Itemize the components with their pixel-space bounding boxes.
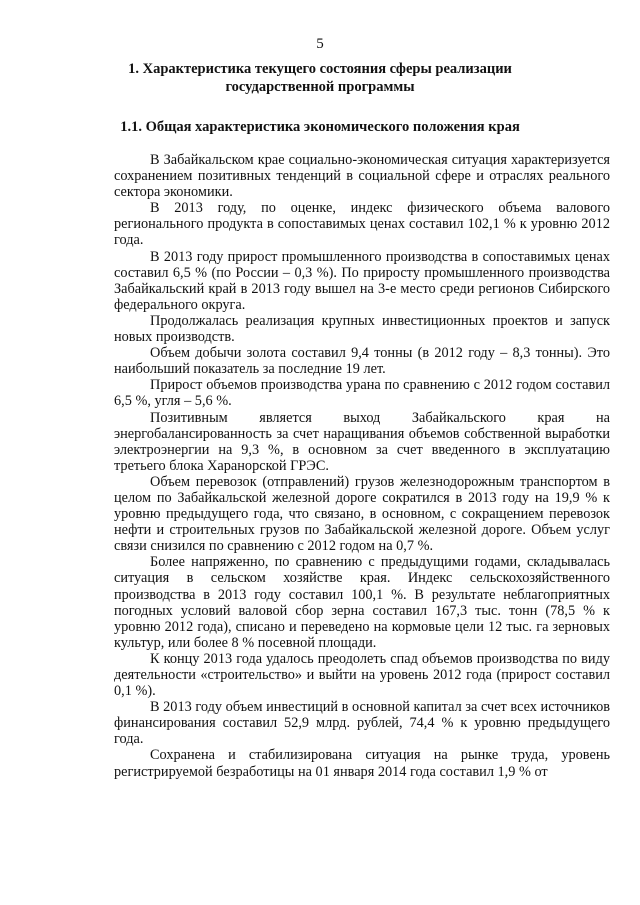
paragraph: К концу 2013 года удалось преодолеть спад объемов производства по виду деятельности «строительство» и выйти на уровень 2012 года (прирост составил 0,1 %). <box>114 650 610 700</box>
paragraph: В 2013 году объем инвестиций в основной капитал за счет всех источников финансирования составил 52,9 млрд. рублей, 74,4 % к уровню предыдущего года. <box>114 699 610 748</box>
page-number: 5 <box>316 36 324 52</box>
paragraph: В 2013 году прирост промышленного производства в сопоставимых ценах составил 6,5 % (по России – 0,3 %). По приросту промышленного производства Забайкальский край в 2013 году вышел на 3-е место среди регионов Сибирского федерального округа. <box>114 248 610 313</box>
paragraph: Прирост объемов производства урана по сравнению с 2012 годом составил 6,5 %, угля – 5,6 %. <box>114 377 610 410</box>
paragraph: Продолжалась реализация крупных инвестиционных проектов и запуск новых производств. <box>114 312 610 346</box>
subsection-heading: 1.1. Общая характеристика экономического положения края <box>120 119 520 135</box>
paragraph: Позитивным является выход Забайкальского края на энергобалансированность за счет наращивания объемов собственной выработки электроэнергии на 9,3 %, в основном за счет введенного в эксплуатацию третьего блока Харанорской ГРЭС. <box>114 409 610 474</box>
paragraph: Объем перевозок (отправлений) грузов железнодорожным транспортом в целом по Забайкальской железной дороге сократился в 2013 году на 19,9 % к уровню предыдущего года, что связано, в основном, с сокращением перевозок нефти и строительных грузов по Забайкальской железной дороге. Объем услуг связи снизился по сравнению с 2012 годом на 0,7 %. <box>114 473 610 555</box>
paragraph: Объем добычи золота составил 9,4 тонны (в 2012 году – 8,3 тонны). Это наибольший показатель за последние 19 лет. <box>114 345 610 378</box>
section-heading: 1. Характеристика текущего состояния сферы реализации государственной программы <box>128 61 512 95</box>
paragraph: В Забайкальском крае социально-экономическая ситуация характеризуется сохранением позитивных тенденций в социальной сфере и отраслях реального сектора экономики. <box>114 152 610 201</box>
paragraph: Сохранена и стабилизирована ситуация на рынке труда, уровень регистрируемой безработицы на 01 января 2014 года составил 1,9 % от <box>114 747 610 780</box>
paragraph: Более напряженно, по сравнению с предыдущими годами, складывалась ситуация в сельском хозяйстве края. Индекс сельскохозяйственного производства в 2013 году составил 100,1 %. В результате неблагоприятных погодных условий валовой сбор зерна составил 167,3 тыс. тонн (78,5 % к уровню 2012 года), списано и переведено на кормовые цели 12 тыс. га зерновых культур, или более 8 % посевной площади. <box>114 554 610 651</box>
body-text <box>114 152 610 780</box>
paragraph: В 2013 году, по оценке, индекс физического объема валового регионального продукта в сопоставимых ценах составил 102,1 % к уровню 2012 года. <box>114 200 610 249</box>
